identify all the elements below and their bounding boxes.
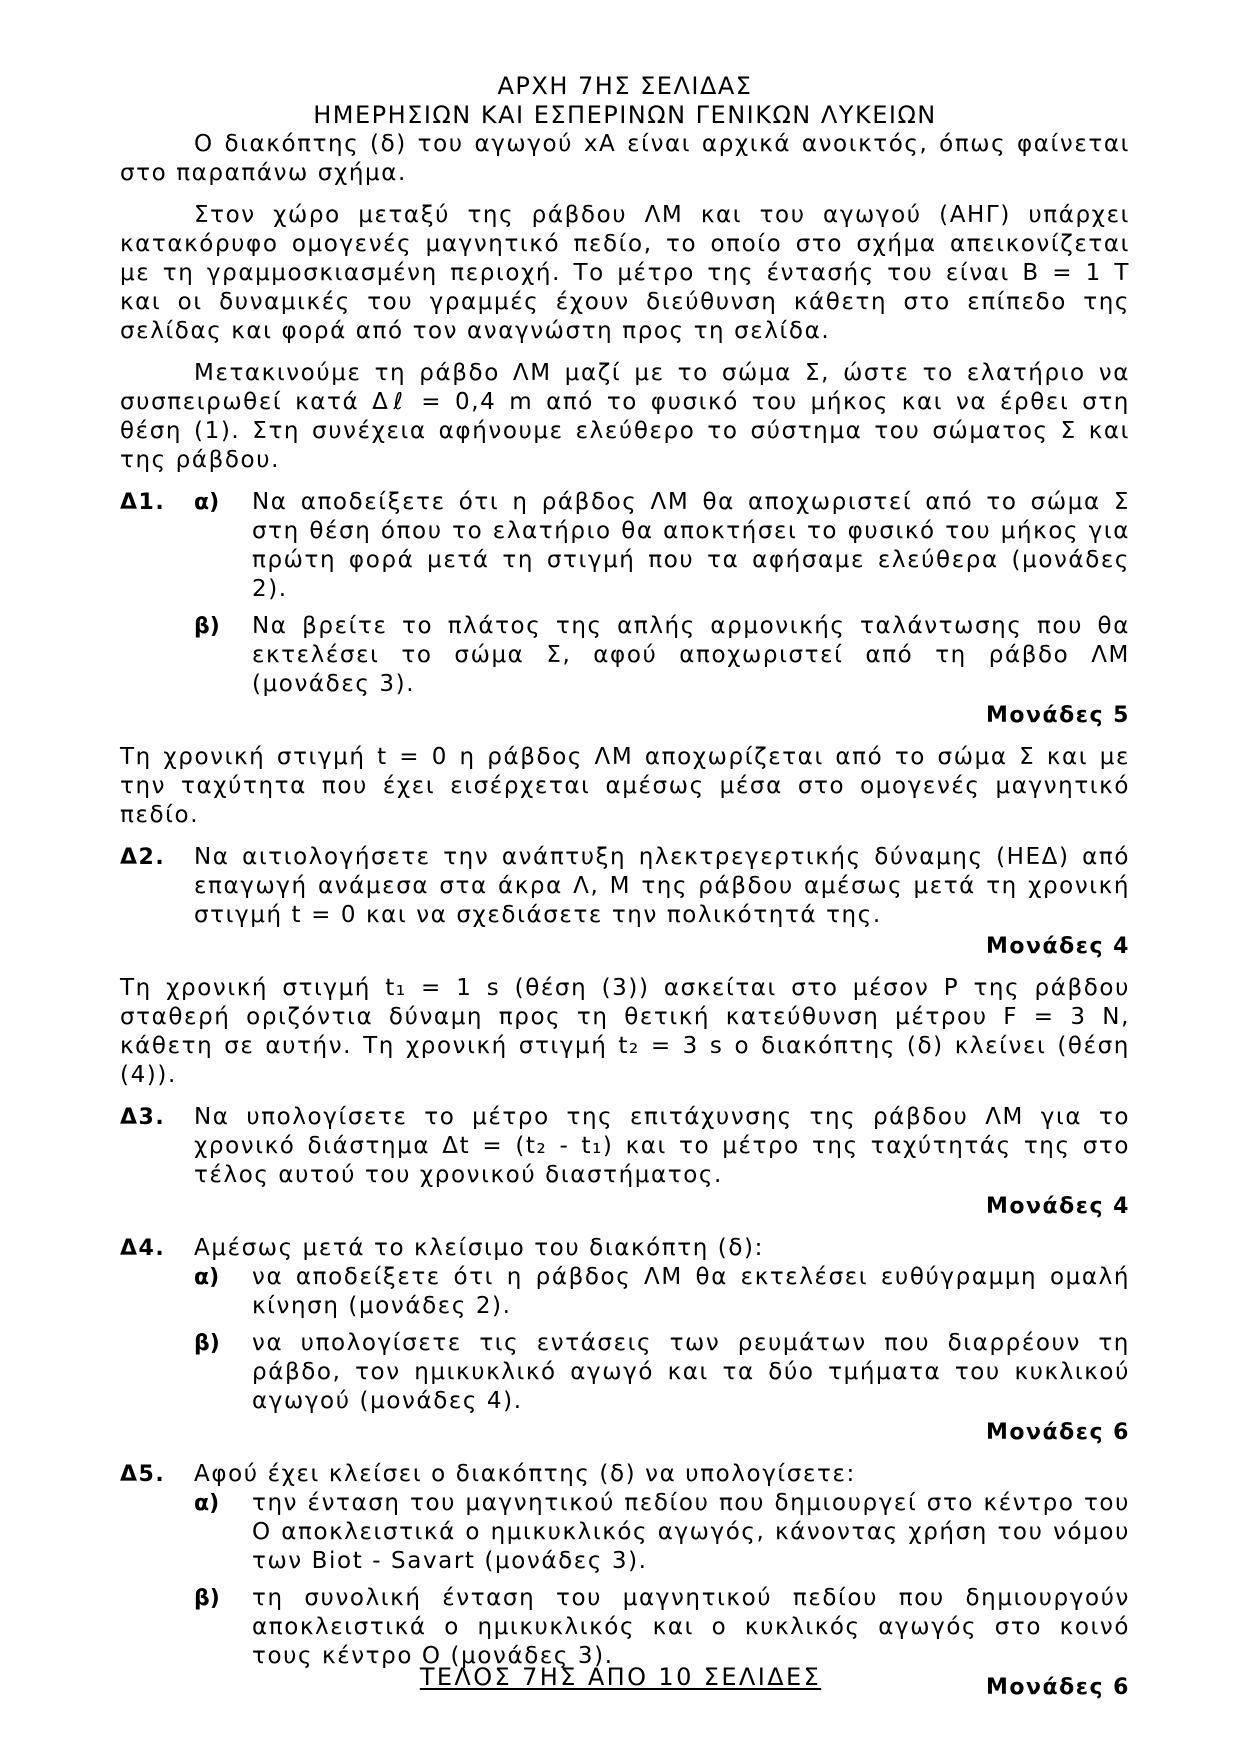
page-header-school: ΗΜΕΡΗΣΙΩΝ ΚΑΙ ΕΣΠΕΡΙΝΩΝ ΓΕΝΙΚΩΝ ΛΥΚΕΙΩΝ <box>313 101 937 129</box>
question-d2 <box>120 843 1130 930</box>
intro-paragraph-1: Ο διακόπτης (δ) του αγωγού xA είναι αρχικά ανοικτός, όπως φαίνεται στο παραπάνω σχήμα. <box>120 131 1130 186</box>
document-page <box>120 72 1130 1702</box>
part-text: τη συνολική ένταση του μαγνητικού πεδίου που δημιουργούν αποκλειστικά ο ημικυκλικός και ο κυκλικός αγωγός στο κοινό τους κέντρο Ο (μονάδες 3). <box>252 1585 1130 1669</box>
marks-d1: Μονάδες 5 <box>986 703 1130 728</box>
question-text: Να αιτιολογήσετε την ανάπτυξη ηλεκτρεγερτικής δύναμης (ΗΕΔ) από επαγωγή ανάμεσα στα άκρα Λ, Μ της ράβδου αμέσως μετά τη χρονική στιγμή t = 0 και να σχεδιάσετε την πολικότητά της. <box>194 844 1130 928</box>
question-d5-part-a <box>194 1489 1130 1576</box>
part-label: β) <box>194 1586 220 1611</box>
question-d4-part-b <box>194 1329 1130 1416</box>
question-label: Δ5. <box>120 1462 166 1487</box>
question-label: Δ1. <box>120 490 166 515</box>
part-text: Να αποδείξετε ότι η ράβδος ΛΜ θα αποχωριστεί από το σώμα Σ στη θέση όπου το ελατήριο θα αποκτήσει το φυσικό του μήκος για πρώτη φορά μετά τη στιγμή που τα αφήσαμε ελεύθερα (μονάδες 2). <box>252 489 1130 602</box>
question-intro: Αφού έχει κλείσει ο διακόπτης (δ) να υπολογίσετε: <box>194 1461 856 1487</box>
part-text: Να βρείτε το πλάτος της απλής αρμονικής ταλάντωσης που θα εκτελέσει το σώμα Σ, αφού αποχωριστεί από τη ράβδο ΛΜ (μονάδες 3). <box>252 613 1130 697</box>
part-text: να υπολογίσετε τις εντάσεις των ρευμάτων που διαρρέουν τη ράβδο, τον ημικυκλικό αγωγό και τα δύο τμήματα του κυκλικού αγωγού (μονάδες 4). <box>252 1330 1130 1414</box>
part-label: α) <box>194 490 220 515</box>
intro-paragraph-3: Μετακινούμε τη ράβδο ΛΜ μαζί με το σώμα Σ, ώστε το ελατήριο να συσπειρωθεί κατά Δℓ = 0,4 m από το φυσικό του μήκος και να έρθει στη θέση (1). Στη συνέχεια αφήνουμε ελεύθερο το σύστημα του σώματος Σ και της ράβδου. <box>120 360 1130 473</box>
question-label: Δ3. <box>120 1105 166 1130</box>
question-d3 <box>120 1103 1130 1190</box>
marks-d3: Μονάδες 4 <box>986 1194 1130 1219</box>
part-label: β) <box>194 1331 220 1356</box>
marks-d2: Μονάδες 4 <box>986 934 1130 959</box>
marks-d5: Μονάδες 6 <box>986 1675 1130 1700</box>
page-footer-text: ΤΕΛΟΣ 7ΗΣ ΑΠΟ 10 ΣΕΛΙΔΕΣ <box>419 1663 822 1691</box>
part-label: β) <box>194 614 220 639</box>
context-paragraph-3: Τη χρονική στιγμή t₁ = 1 s (θέση (3)) ασκείται στο μέσον Ρ της ράβδου σταθερή οριζόντια δύναμη προς τη θετική κατεύθυνση μέτρου F = 3 N, κάθετη σε αυτήν. Τη χρονική στιγμή t₂ = 3 s ο διακόπτης (δ) κλείνει (θέση (4)). <box>120 975 1130 1088</box>
question-d1 <box>120 488 1130 699</box>
question-d4-part-a <box>194 1263 1130 1321</box>
question-label: Δ2. <box>120 845 166 870</box>
page-header-start: ΑΡΧΗ 7ΗΣ ΣΕΛΙΔΑΣ <box>497 72 753 100</box>
question-d4 <box>120 1234 1130 1416</box>
part-text: να αποδείξετε ότι η ράβδος ΛΜ θα εκτελέσει ευθύγραμμη ομαλή κίνηση (μονάδες 2). <box>252 1264 1130 1319</box>
question-d1-part-a <box>194 488 1130 604</box>
part-label: α) <box>194 1265 220 1290</box>
question-d5 <box>120 1460 1130 1671</box>
question-label: Δ4. <box>120 1236 166 1261</box>
context-paragraph-2: Τη χρονική στιγμή t = 0 η ράβδος ΛΜ αποχωρίζεται από το σώμα Σ και με την ταχύτητα που έχει εισέρχεται αμέσως μέσα στο ομογενές μαγνητικό πεδίο. <box>120 744 1130 828</box>
question-text: Να υπολογίσετε το μέτρο της επιτάχυνσης της ράβδου ΛΜ για το χρονικό διάστημα Δt = (t₂ - t₁) και το μέτρο της ταχύτητάς της στο τέλος αυτού του χρονικού διαστήματος. <box>194 1104 1130 1188</box>
marks-d4: Μονάδες 6 <box>986 1420 1130 1445</box>
question-intro: Αμέσως μετά το κλείσιμο του διακόπτη (δ): <box>194 1235 764 1261</box>
question-d5-part-b <box>194 1584 1130 1671</box>
page-footer <box>0 1663 1241 1691</box>
part-text: την ένταση του μαγνητικού πεδίου που δημιουργεί στο κέντρο του Ο αποκλειστικά ο ημικυκλικός αγωγός, κάνοντας χρήση του νόμου των Biot - Savart (μονάδες 3). <box>252 1490 1130 1574</box>
part-label: α) <box>194 1491 220 1516</box>
intro-paragraph-2: Στον χώρο μεταξύ της ράβδου ΛΜ και του αγωγού (ΑΗΓ) υπάρχει κατακόρυφο ομογενές μαγνητικό πεδίο, το οποίο στο σχήμα απεικονίζεται με τη γραμμοσκιασμένη περιοχή. Το μέτρο της έντασής του είναι Β = 1 Τ και οι δυναμικές του γραμμές έχουν διεύθυνση κάθετη στο επίπεδο της σελίδας και φορά από τον αναγνώστη προς τη σελίδα. <box>120 202 1130 344</box>
question-d1-part-b <box>194 612 1130 699</box>
